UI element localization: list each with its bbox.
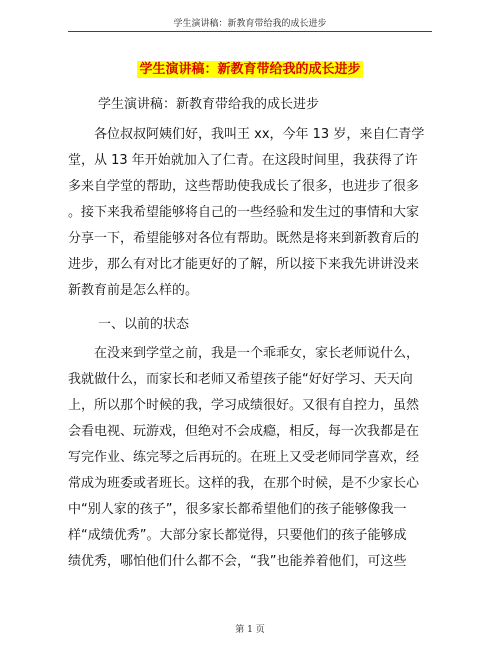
text-line: 绩优秀，哪怕他们什么都不会，“我”也能养着他们，可这些 [68,554,407,569]
text-line: 在没来到学堂之前，我是一个乖乖女，家长老师说什么， [68,346,420,361]
paragraph-previous-state [68,341,438,575]
section-heading: 一、以前的状态 [98,317,190,332]
text-line: 进步，那么有对比才能更好的了解，所以接下来我先讲讲没来 [68,257,420,272]
text-line: 中“别人家的孩子”，很多家长都希望他们的孩子能够像我一 [68,502,407,517]
text-line: 各位叔叔阿姨们好，我叫王 xx，今年 13 岁，来自仁青学 [68,127,425,142]
header-rule [68,31,432,32]
text-line: 我就做什么，而家长和老师又希望孩子能“好好学习、天天向 [68,372,413,387]
text-line: 上，所以那个时候的我，学习成绩很好。又很有自控力，虽然 [68,398,420,413]
text-line: 。接下来我希望能够将自己的一些经验和发生过的事情和大家 [68,205,420,220]
text-line: 会看电视、玩游戏，但绝对不会成瘾，相反，每一次我都是在 [68,424,420,439]
title-wrap [0,60,500,78]
text-line: 多来自学堂的帮助，这些帮助使我成长了很多，也进步了很多 [68,179,420,194]
paragraph-intro [68,122,438,304]
document-subtitle: 学生演讲稿：新教育带给我的成长进步 [98,97,320,112]
text-line: 分享一下，希望能够对各位有帮助。既然是将来到新教育后的 [68,231,420,246]
text-line: 新教育前是怎么样的。 [68,283,199,298]
text-line: 堂，从 13 年开始就加入了仁青。在这段时间里，我获得了许 [68,153,418,168]
text-line: 样“成绩优秀”。大部分家长都觉得，只要他们的孩子能够成 [68,528,407,543]
running-header: 学生演讲稿：新教育带给我的成长进步 [173,19,327,29]
document-title: 学生演讲稿：新教育带给我的成长进步 [139,62,361,77]
text-line: 常成为班委或者班长。这样的我，在那个时候，是不少家长心 [68,476,420,491]
text-line: 写完作业、练完琴之后再玩的。在班上又受老师同学喜欢，经 [68,450,420,465]
page-number: 第 1 页 [235,625,265,635]
